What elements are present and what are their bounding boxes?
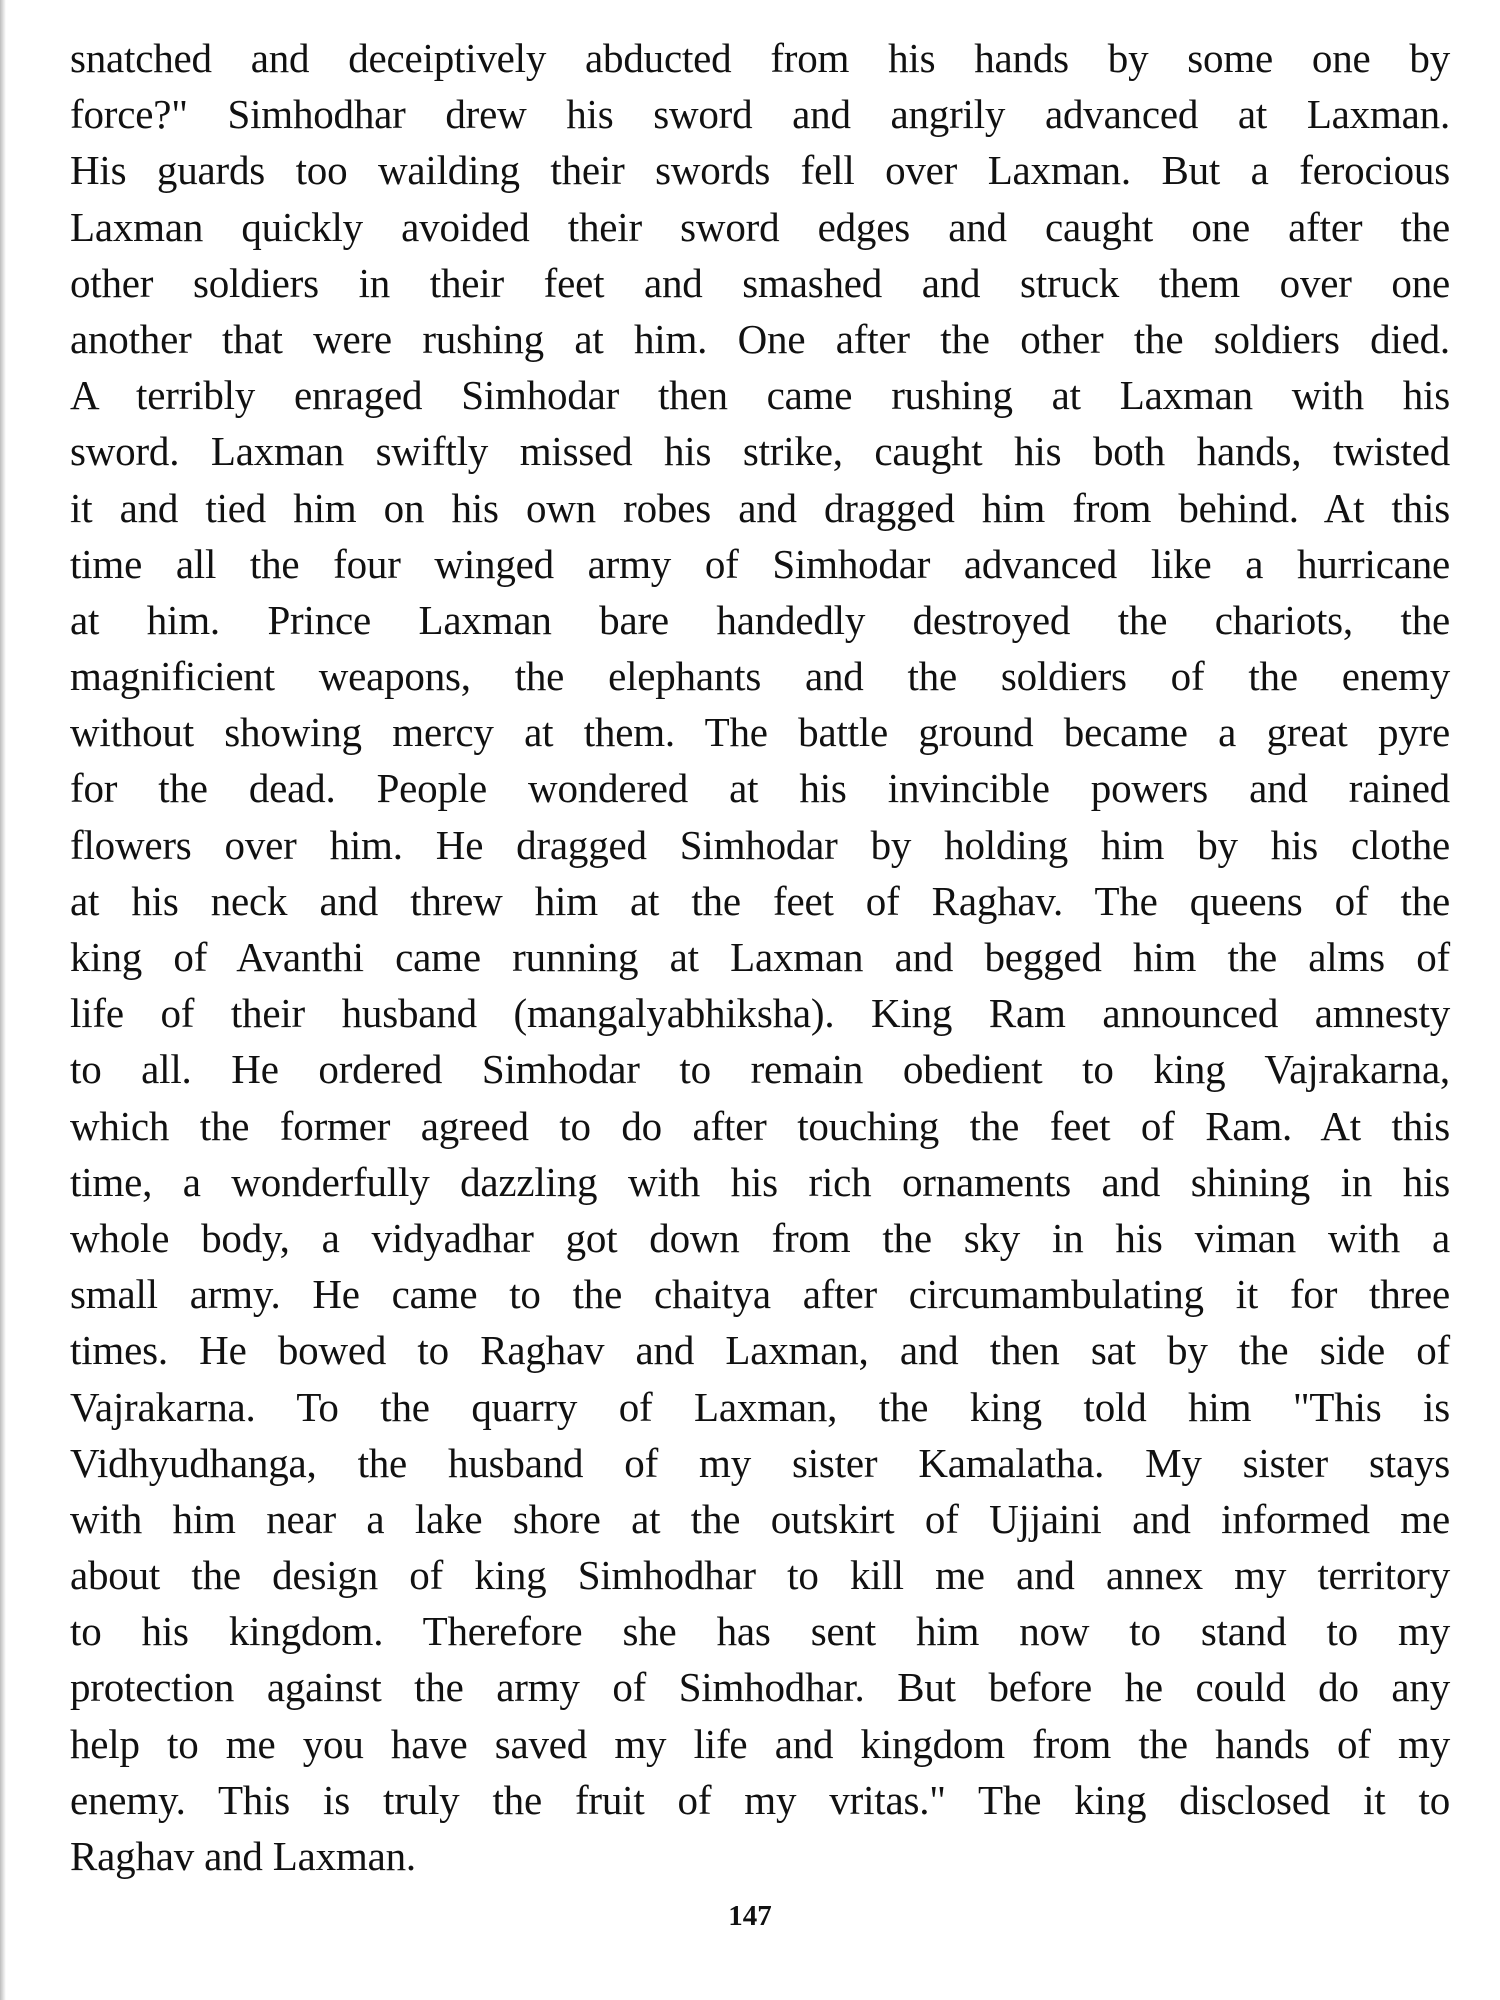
text-line: time all the four winged army of Simhodar advanced like a hurricane: [70, 540, 1450, 587]
text-line: without showing mercy at them. The battle ground became a great pyre: [70, 709, 1450, 756]
text-line: Laxman quickly avoided their sword edges and caught one after the: [70, 203, 1450, 250]
text-line: enemy. This is truly the fruit of my vritas." The king disclosed it to: [70, 1776, 1450, 1823]
body-paragraph: [70, 30, 1450, 1884]
text-line: for the dead. People wondered at his invincible powers and rained: [70, 765, 1450, 812]
text-line: times. He bowed to Raghav and Laxman, and then sat by the side of: [70, 1327, 1450, 1374]
text-line: magnificient weapons, the elephants and the soldiers of the enemy: [70, 653, 1450, 700]
text-line: to his kingdom. Therefore she has sent him now to stand to my: [70, 1608, 1450, 1655]
text-line: flowers over him. He dragged Simhodar by holding him by his clothe: [70, 821, 1450, 868]
text-line: whole body, a vidyadhar got down from the sky in his viman with a: [70, 1214, 1450, 1261]
text-line: protection against the army of Simhodhar. But before he could do any: [70, 1664, 1450, 1711]
text-line: force?" Simhodhar drew his sword and angrily advanced at Laxman.: [70, 91, 1450, 138]
text-line: another that were rushing at him. One after the other the soldiers died.: [70, 315, 1450, 362]
text-line: life of their husband (mangalyabhiksha). King Ram announced amnesty: [70, 990, 1450, 1037]
text-line: at his neck and threw him at the feet of Raghav. The queens of the: [70, 877, 1450, 924]
text-line: to all. He ordered Simhodar to remain obedient to king Vajrakarna,: [70, 1046, 1450, 1093]
text-line: at him. Prince Laxman bare handedly destroyed the chariots, the: [70, 596, 1450, 643]
text-line: which the former agreed to do after touching the feet of Ram. At this: [70, 1102, 1450, 1149]
page-number: 147: [728, 1900, 772, 1932]
text-line-last: Raghav and Laxman.: [70, 1833, 416, 1879]
text-line: His guards too wailding their swords fell over Laxman. But a ferocious: [70, 147, 1450, 194]
text-line: it and tied him on his own robes and dragged him from behind. At this: [70, 484, 1450, 531]
text-line: A terribly enraged Simhodar then came rushing at Laxman with his: [70, 372, 1450, 419]
text-line: snatched and deceiptively abducted from his hands by some one by: [70, 35, 1450, 81]
text-line: king of Avanthi came running at Laxman and begged him the alms of: [70, 934, 1450, 980]
page-edge-shadow: [0, 0, 6, 2000]
text-line: with him near a lake shore at the outskirt of Ujjaini and informed me: [70, 1495, 1450, 1542]
text-line: other soldiers in their feet and smashed and struck them over one: [70, 259, 1450, 306]
text-line: Vidhyudhanga, the husband of my sister Kamalatha. My sister stays: [70, 1439, 1450, 1486]
text-line: Vajrakarna. To the quarry of Laxman, the king told him "This is: [70, 1383, 1450, 1430]
text-line: about the design of king Simhodhar to kill me and annex my territory: [70, 1552, 1450, 1599]
text-line: sword. Laxman swiftly missed his strike, caught his both hands, twisted: [70, 428, 1450, 475]
text-line: small army. He came to the chaitya after circumambulating it for three: [70, 1271, 1450, 1318]
text-line: time, a wonderfully dazzling with his rich ornaments and shining in his: [70, 1158, 1450, 1205]
text-line: help to me you have saved my life and kingdom from the hands of my: [70, 1720, 1450, 1767]
